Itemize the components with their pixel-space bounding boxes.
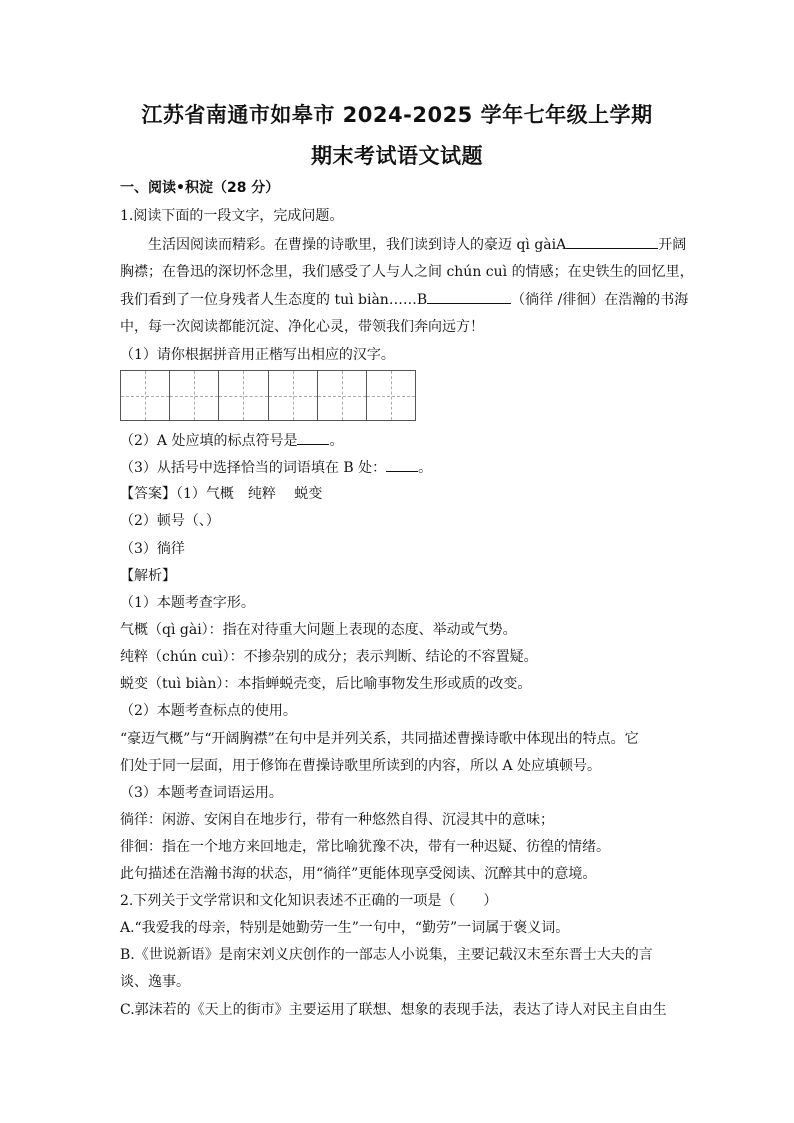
- grid-cell[interactable]: [367, 371, 415, 420]
- sub-question-1: （1）请你根据拼音用正楷写出相应的汉字。: [120, 347, 395, 363]
- document-title-line1: 江苏省南通市如皋市 2024-2025 学年七年级上学期: [141, 103, 653, 127]
- passage-line-4: 中，每一次阅读都能沉淀、净化心灵，带领我们奔向远方！: [120, 319, 484, 335]
- blank-b[interactable]: [427, 289, 511, 304]
- analysis-line: 们处于同一层面，用于修饰在曹操诗歌里所读到的内容，所以 A 处应填顿号。: [120, 758, 602, 774]
- answer-line-1: 【答案】（1）气概 纯粹 蜕变: [120, 486, 323, 502]
- blank-punctuation[interactable]: [297, 430, 329, 445]
- grid-cell[interactable]: [219, 371, 268, 420]
- sub-question-3: [120, 457, 680, 478]
- sub-question-3-end: 。: [418, 460, 433, 476]
- sub-question-2-text: （2）A 处应填的标点符号是: [120, 433, 298, 449]
- question-2-stem: 2.下列关于文学常识和文化知识表述不正确的一项是（ ）: [120, 893, 498, 909]
- passage-text-3a: 我们看到了一位身残者人生态度的 tuì biàn……B: [120, 292, 428, 308]
- grid-cell[interactable]: [318, 371, 367, 420]
- option-a[interactable]: A.“我爱我的母亲，特别是她勤劳一生”一句中，“勤劳”一词属于褒义词。: [120, 920, 570, 936]
- option-c[interactable]: C.郭沫若的《天上的街市》主要运用了联想、想象的表现手法，表达了诗人对民主自由生: [120, 1002, 667, 1018]
- analysis-line: 徘徊：指在一个地方来回地走，常比喻犹豫不决，带有一种迟疑、彷徨的情绪。: [120, 839, 610, 855]
- answer-line-3: （3）徜徉: [120, 541, 185, 557]
- passage-line-1: [148, 234, 708, 255]
- passage-text-3b: （徜徉 /徘徊）在浩瀚的书海: [511, 292, 689, 308]
- section-heading: 一、阅读•积淀（28 分）: [120, 180, 280, 196]
- blank-word[interactable]: [386, 457, 418, 472]
- passage-line-3: [120, 289, 689, 310]
- blank-a[interactable]: [566, 234, 658, 249]
- passage-text-1a: 生活因阅读而精彩。在曹操的诗歌里，我们读到诗人的豪迈 qì gàiA: [148, 237, 567, 253]
- answer-line-2: （2）顿号（、）: [120, 513, 220, 529]
- document-title-line2: 期末考试语文试题: [311, 144, 483, 168]
- analysis-line: 蜕变（tuì biàn）：本指蝉蜕壳变，后比喻事物发生形或质的改变。: [120, 676, 532, 692]
- analysis-heading: 【解析】: [120, 568, 176, 584]
- grid-cell[interactable]: [269, 371, 318, 420]
- analysis-line: 徜徉：闲游、安闲自在地步行，带有一种悠然自得、沉浸其中的意味；: [120, 812, 554, 828]
- option-b[interactable]: B.《世说新语》是南宋刘义庆创作的一部志人小说集，主要记载汉末至东晋士大夫的言: [120, 947, 653, 963]
- option-b-continued: 谈、逸事。: [120, 974, 190, 990]
- grid-cell[interactable]: [170, 371, 219, 420]
- analysis-line: 此句描述在浩瀚书海的状态，用“徜徉”更能体现享受阅读、沉醉其中的意境。: [120, 866, 597, 882]
- sub-question-2: [120, 430, 680, 451]
- analysis-line: 纯粹（chún cuì）：不掺杂别的成分；表示判断、结论的不容置疑。: [120, 649, 538, 665]
- analysis-line: （3）本题考查词语运用。: [120, 785, 283, 801]
- question-1-stem: 1.阅读下面的一段文字，完成问题。: [120, 208, 344, 224]
- writing-grid[interactable]: [120, 370, 416, 421]
- analysis-line: （1）本题考查字形。: [120, 595, 255, 611]
- sub-question-3-text: （3）从括号中选择恰当的词语填在 B 处：: [120, 460, 387, 476]
- grid-cell[interactable]: [121, 371, 170, 420]
- passage-text-1b: 开阔: [658, 237, 687, 253]
- analysis-line: 气概（qì gài）：指在对待重大问题上表现的态度、举动或气势。: [120, 622, 517, 638]
- sub-question-2-end: 。: [329, 433, 344, 449]
- analysis-line: “豪迈气概”与“开阔胸襟”在句中是并列关系，共同描述曹操诗歌中体现出的特点。它: [120, 731, 639, 747]
- analysis-line: （2）本题考查标点的使用。: [120, 703, 297, 719]
- passage-line-2: 胸襟；在鲁迅的深切怀念里，我们感受了人与人之间 chún cuì 的情感；在史铁生的回忆里，: [120, 264, 694, 280]
